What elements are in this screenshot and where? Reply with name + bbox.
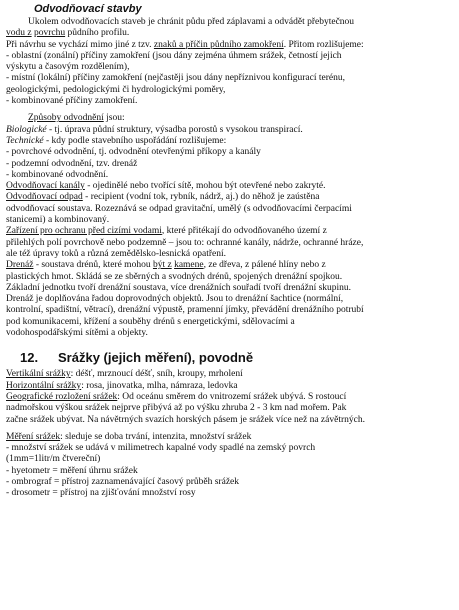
underlined-term: Geografické rozložení srážek	[6, 391, 118, 402]
paragraph-line	[6, 369, 453, 380]
paragraph-line	[6, 226, 453, 237]
paragraph-line: nadmořskou výškou srážek nejprve přibývá až po výšku zhruba 2 - 3 km nad mořem. Pak	[6, 403, 347, 414]
paragraph-line: odvodňovací soustava. Rozeznává se odpad gravitační, umělý (s odvodňovacími čerpacími	[6, 203, 352, 214]
paragraph-line	[6, 392, 453, 403]
italic-term: Biologické	[6, 124, 47, 135]
underlined-term: Horizontální srážky	[6, 380, 82, 391]
text: : Od oceánu směrem do vnitrozemí srážek ubývá. S rostoucí	[117, 391, 347, 402]
text: : déšť, mrznoucí déšť, sníh, kroupy, mrholení	[70, 369, 243, 380]
paragraph-line: (1mm=1litr/m čtvereční)	[6, 454, 101, 465]
text: půdního profilu.	[65, 28, 130, 39]
list-item: - kombinované odvodnění.	[6, 169, 109, 180]
section-title: Srážky (jejich měření), povodně	[58, 350, 254, 366]
text: - ojedinělé nebo tvořící sítě, mohou být otevřené nebo zakryté.	[84, 181, 326, 192]
text: - recipient (vodní tok, rybník, nádrž, aj.) do něhož je zaústěna	[82, 192, 320, 203]
text: , ze dřeva, z pálené hlíny nebo z	[203, 260, 326, 271]
underlined-term: Odvodňovací odpad	[6, 192, 83, 203]
underlined-term: Drenáž	[6, 260, 34, 271]
paragraph-line	[6, 28, 453, 39]
paragraph-line	[6, 432, 453, 443]
paragraph-line	[6, 181, 453, 192]
section-number: 12.	[20, 350, 39, 366]
underlined-text: kamene	[174, 260, 204, 271]
paragraph-line: začne srážek ubývat. Na návětrných svazích horských pásem je srážek více než na závětrných.	[6, 414, 365, 425]
underlined-text: povrchu	[33, 28, 66, 39]
underlined-term: Odvodňovací kanály	[6, 181, 85, 192]
paragraph-line: plastických hmot. Skládá se ze sběrných a svodných drénů, spojených drenážní spojkou.	[6, 271, 343, 282]
paragraph-line: pod komunikacemi, křížení a souběhy drénů s energetickými, sdělovacími a	[6, 316, 295, 327]
paragraph-line: stanicemi) a kombinovaný.	[6, 215, 110, 226]
paragraph-line: Základní jednotku tvoří drenážní soustava, více drenážních souřadí tvoří drenážní skupinu.	[6, 282, 352, 293]
text: , které přitékají do odvodňovaného území z	[161, 226, 327, 237]
underlined-text: být z	[152, 260, 172, 271]
text: - tj. úprava půdní struktury, výsadba porostů s vysokou transpirací.	[46, 124, 303, 135]
paragraph-line	[6, 136, 453, 147]
section-title-drainage: Odvodňovací stavby	[34, 3, 142, 15]
text: - soustava drénů, které mohou	[33, 260, 153, 271]
paragraph-line	[6, 260, 453, 271]
underlined-term: znaků a příčin půdního zamokření	[153, 39, 284, 50]
list-item: - povrchové odvodnění, tj. odvodnění otevřenými příkopy a kanály	[6, 147, 261, 158]
paragraph-line: ale též úpravy toků a různá zemědělsko-lesnická opatření.	[6, 248, 226, 259]
list-item: - množství srážek se udává v milimetrech kapalné vody spadlé na zemský povrch	[6, 443, 316, 454]
text: . Přitom rozlišujeme:	[283, 39, 364, 50]
paragraph-line: kontrolní, spadištní, větrací), drenážní výpustě, pramenní jímky, převádění drenážního potrubí	[6, 305, 364, 316]
paragraph-line: přilehlých polí povrchově nebo podzemně – jsou to: ochranné kanály, nádrže, ochranné hráze,	[6, 237, 364, 248]
text: : rosa, jinovatka, mlha, námraza, ledovka	[81, 380, 238, 391]
paragraph-line: geologickými, pedologickými či hydrologickými poměry,	[6, 84, 226, 95]
list-item: - podzemní odvodnění, tzv. drenáž	[6, 158, 138, 169]
text: : sleduje se doba trvání, intenzita, množství srážek	[60, 431, 252, 442]
italic-term: Technické	[6, 135, 44, 146]
underlined-term: Vertikální srážky	[6, 369, 71, 380]
text: Při návrhu se vychází mimo jiné z tzv.	[6, 39, 154, 50]
list-item: - hyetometr = měření úhrnu srážek	[6, 465, 138, 476]
list-item: - kombinované příčiny zamokření.	[6, 96, 138, 107]
list-item: - oblastní (zonální) příčiny zamokření (jsou dány zejména úhmem srážek, četností jejich	[6, 50, 342, 61]
paragraph-line	[6, 113, 453, 124]
paragraph-line: Ukolem odvodňovacích staveb je chránit půdu před záplavami a odvádět přebytečnou	[28, 17, 355, 27]
underlined-term: Měření srážek	[6, 431, 61, 442]
paragraph-line: vodohospodářskými sítěmi a objekty.	[6, 328, 148, 339]
paragraph-line: výskytu a časovým rozdělením),	[6, 62, 130, 73]
paragraph-line	[6, 381, 453, 392]
list-item: - ombrograf = přístroj zaznamenávající časový průběh srážek	[6, 476, 239, 487]
paragraph-line	[6, 192, 453, 203]
paragraph-line: Drenáž je doplňována řadou doprovodných objektů. Jsou to drenážní šachtice (normální,	[6, 294, 344, 305]
underlined-term: Zařízení pro ochranu před cizími vodami	[6, 226, 162, 237]
list-item: - místní (lokální) příčiny zamokření (nejčastěji jsou dány nepříznivou konfigurací terénu,	[6, 73, 345, 84]
list-item: - drosometr = přístroj na zjišťování množství rosy	[6, 488, 196, 499]
text: - kdy podle stavebního uspořádání rozlišujeme:	[43, 135, 227, 146]
paragraph-line	[6, 125, 453, 136]
paragraph-line	[6, 40, 453, 51]
underlined-term: Způsoby odvodnění	[28, 113, 104, 124]
section-heading-precipitation	[20, 350, 453, 366]
text: jsou:	[103, 113, 125, 124]
underlined-text: vodu z	[6, 28, 32, 39]
